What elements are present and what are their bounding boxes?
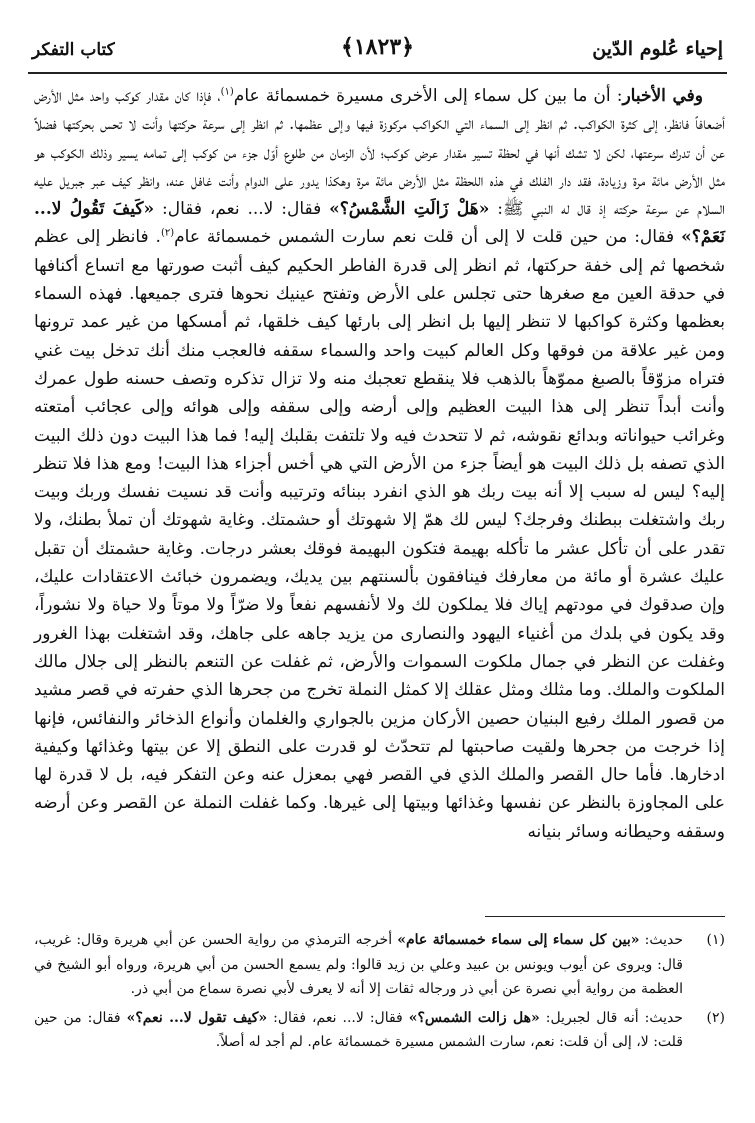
text-run: ، فإذا كان مقدار كوكب واحد مثل الأرض أضعافاً فانظر، إلى كثرة الكواكب. ثم انظر إلى السماء التي الكواكب مركوزة فيها وإلى عظمها. ثم انظر إلى سرعة حركتها وأنت لا تحس بحركتها فضلاً عن أن تدرك سرعتها، لكن لا تشك أنها في لحظة تسير مقدار عرض كوكب؛ لأن الزمان من طلوع أوّل جزء من كوكب إلى تمامه يسير وذلك الكوكب هو مثل الأرض مائة مرة وزيادة، فقد دار الفلك في هذه اللحظة مثل الأرض مائة مرة وهكذا يدور على الدوام وأنت غافل عنه، وانظر كيف عبر جبريل عليه السلام عن سرعة حركته إذ قال له النبي ﷺ: [34,86,725,220]
page-number: ﴿١٨٢٣﴾ [340,34,415,60]
footnotes [34,928,725,1059]
footnote-ref: (١) [220,86,234,98]
text-run: . فانظر إلى عظم شخصها ثم إلى خفة حركتها، ثم انظر إلى قدرة الفاطر الحكيم كيف أثبت صورتها مع اتساع أكنافها في حدقة العين مع صغرها حتى تجلس على الأرض وتفتح عينيك نحوها فترى جميعها. فهذه السماء بعظمها وكثرة كواكبها لا تنظر إليها بل انظر إلى بارئها كيف خلقها، ثم أمسكها من غير عمد ترونها ومن غير علاقة من فوقها وكل العالم كبيت واحد والسماء سقفه فالعجب منك أنك تدخل بيت غني فتراه مزوّقاً بالصبغ مموّهاً بالذهب فلا ينقطع تعجبك منه ولا تزال تذكره وتصف حسنه طول عمرك وأنت أبداً تنظر إلى هذا البيت العظيم وإلى أرضه وإلى سقفه وإلى هوائه وإلى عجائب أمتعته وغرائب حيواناته وبدائع نقوشه، ثم لا تتحدث فيه ولا تلتفت بقلبك إليه! فما هذا البيت دون ذلك البيت الذي تصفه بل ذلك البيت هو أيضاً جزء من الأرض التي هي أخس أجزاء هذا البيت! ومع هذا فلا تنظر إليه؟ ليس له سبب إلا أنه بيت ربك هو الذي انفرد ببنائه وترتيبه وأنت قد نسيت نفسك وربك وبيت ربك واشتغلت ببطنك وفرجك؟ ليس لك همّ إلا شهوتك أو حشمتك. وغاية شهوتك أن تملأ بطنك، ولا تقدر على أن تأكل عشر ما تأكله بهيمة فتكون البهيمة فوقك بعشر درجات. وغاية حشمتك أن تقبل عليك عشرة أو مائة من معارفك فينافقون بألسنتهم بين يديك، ويضمرون خبائث الاعتقادات عليك، وإن صدقوك في مودتهم إياك فلا يملكون لك ولا لأنفسهم نفعاً ولا ضرّاً ولا موتاً ولا حياة ولا نشوراً، وقد يكون في بلدك من أغنياء اليهود والنصارى من يزيد جاهه على جاهك، وقد اشتغلت بهذا الغرور وغفلت عن النظر في جمال ملكوت السموات والأرض، ثم غفلت عن التنعم بالنظر إلى جلال مالك الملكوت والملك. وما مثلك ومثل عقلك إلا كمثل النملة تخرج من جحرها الذي حفرته في قصر مشيد من قصور الملك رفيع البنيان حصين الأركان مزين بالجواري والغلمان وأنواع الذخائر والنفائس، فإنها إذا خرجت من جحرها ولقيت صاحبتها لم تتحدّث لو قدرت على النطق إلا عن بيتها وغذائها وكيفية ادخارها. فأما حال القصر والملك الذي في القصر فهي بمعزل عنه وعن التفكر فيه، بل لا قدرة لها على المجاوزة بالنظر عن نفسها وغذائها وبيتها إلى غيرها. وكما غفلت النملة عن القصر وعن أرضه وسقفه وحيطانه وسائر بنيانه [34,227,725,842]
footnote-text [34,928,683,1002]
footnote-quote: «كيف تقول لا... نعم؟» [126,1009,268,1026]
body-paragraph [34,82,725,846]
text-run: فقال: من حين قلت لا إلى أن قلت نعم سارت الشمس خمسمائة عام [174,227,682,248]
hadith-quote: «هَلْ زَالَتِ الشَّمْسُ؟» [329,199,490,220]
hadith-quote: «كَيفَ تَقُولُ لا... نَعَمْ؟» [34,199,726,248]
lead-word: وفي الأخبار [622,86,704,106]
footnote-quote: «هل زالت الشمس؟» [408,1009,540,1026]
footnote [34,1006,725,1055]
footnote-label: حديث: [639,932,683,948]
footnote-number: (٢) [706,1009,725,1026]
footnote-label: حديث: أنه قال لجبريل: [539,1009,683,1026]
text-run: فقال: لا... نعم، فقال: [154,199,330,220]
footnote-divider [485,916,725,917]
book-title: إحياء عُلوم الدّين [592,38,723,60]
footnote-ref: (٢) [160,227,175,239]
main-text [34,82,725,846]
page-header [28,28,727,74]
footnote-number: (١) [706,932,725,948]
footnote-text [34,1006,683,1055]
footnote-quote: «بين كل سماء إلى سماء خمسمائة عام» [397,932,640,948]
footnote-body: فقال: من حين قلت: لا، إلى أن قلت: نعم، سارت الشمس مسيرة خمسمائة عام. لم أجد له أصلاً. [34,1009,683,1050]
section-title: كتاب التفكر [32,40,115,60]
footnote-body: فقال: لا... نعم، فقال: [267,1009,409,1026]
text-run: : أن ما بين كل سماء إلى الأخرى مسيرة خمسمائة عام [233,86,623,106]
footnote [34,928,725,1002]
footnote-body: أخرجه الترمذي من رواية الحسن عن أبي هريرة وقال: غريب، قال: ويروى عن أيوب ويونس بن عبيد وعلي بن زيد قالوا: ولم يسمع الحسن من أبي هريرة، ورواه أبو الشيخ في العظمة من رواية أبي نصرة عن أبي ذر ورجاله ثقات إلا أنه لا يعرف لأبي نصرة سماع من أبي ذر. [34,932,683,997]
